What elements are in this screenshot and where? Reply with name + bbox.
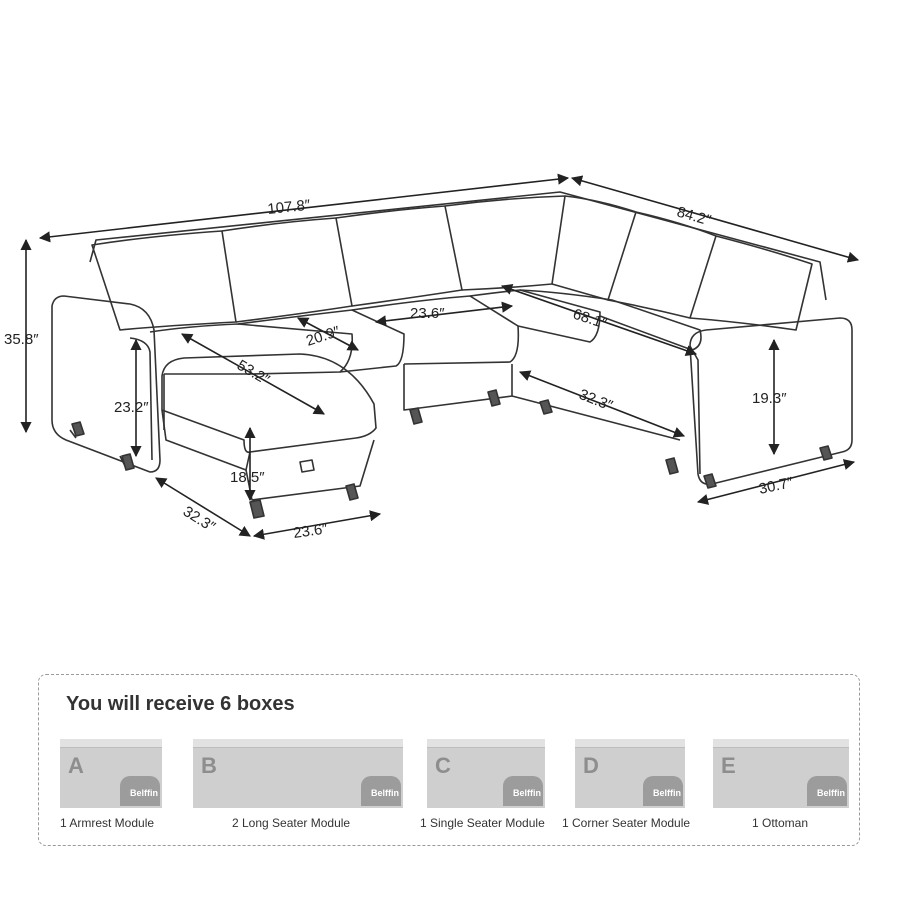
- brand-logo: [114, 776, 160, 806]
- dim-line-depth: [572, 178, 858, 260]
- logo-text: Belffin: [371, 788, 399, 798]
- logo-text: Belffin: [130, 788, 158, 798]
- box-letter: C: [435, 753, 451, 778]
- logo-text: Belffin: [817, 788, 845, 798]
- box-label-ottoman: 1 Ottoman: [752, 816, 809, 830]
- label-total-width: 107.8″: [266, 196, 312, 218]
- brand-logo: [801, 776, 847, 806]
- logo-text: Belffin: [513, 788, 541, 798]
- box-label-single-seater: 1 Single Seater Module: [420, 816, 545, 830]
- label-right-height: 19.3″: [752, 390, 787, 407]
- box-letter: E: [721, 753, 736, 778]
- box-label-long-seater: 2 Long Seater Module: [232, 816, 351, 830]
- label-ottoman-height: 18.5″: [230, 469, 265, 486]
- brand-logo: [497, 776, 543, 806]
- label-long-seater: 68.1″: [570, 305, 609, 333]
- box-letter: A: [68, 753, 84, 778]
- box-d: [575, 739, 685, 808]
- box-c: [427, 739, 545, 808]
- sofa-outline: [52, 192, 852, 518]
- boxes-title: You will receive 6 boxes: [66, 693, 295, 715]
- brand-logo: [355, 776, 401, 806]
- box-e: [713, 739, 849, 808]
- box-letter: B: [201, 753, 217, 778]
- label-ottoman-depth: 32.3″: [179, 502, 219, 536]
- label-armrest-width: 30.7″: [757, 474, 795, 498]
- box-letter: D: [583, 753, 599, 778]
- label-chaise: 53.2″: [234, 356, 273, 389]
- box-lid: [713, 739, 849, 748]
- box-lid: [60, 739, 162, 748]
- box-label-corner-seater: 1 Corner Seater Module: [562, 816, 691, 830]
- label-corner-seat: 32.3″: [576, 385, 615, 415]
- box-label-armrest: 1 Armrest Module: [60, 816, 155, 830]
- label-depth: 84.2″: [674, 203, 713, 230]
- label-height: 35.8″: [4, 331, 39, 348]
- logo-text: Belffin: [653, 788, 681, 798]
- box-b: [193, 739, 403, 808]
- box-lid: [193, 739, 403, 748]
- label-single-seat: 23.6″: [410, 305, 445, 322]
- box-a: [60, 739, 162, 808]
- label-armrest-height: 23.2″: [114, 399, 149, 416]
- brand-logo: [637, 776, 683, 806]
- box-lid: [427, 739, 545, 748]
- label-ottoman-width: 23.6″: [292, 520, 329, 542]
- label-seat-depth: 20.9″: [303, 322, 343, 350]
- box-lid: [575, 739, 685, 748]
